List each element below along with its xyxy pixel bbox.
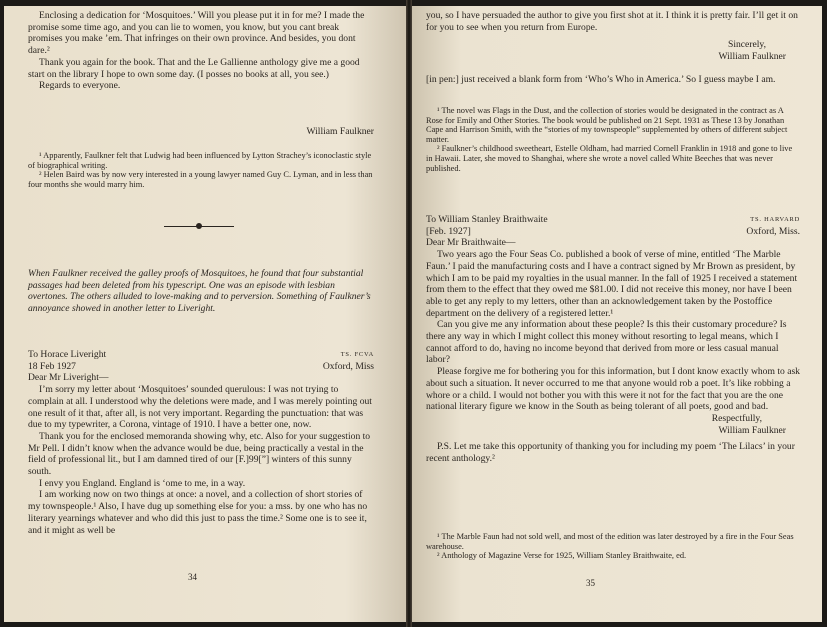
paragraph: Please forgive me for bothering you for this information, but I dont know exactly whom to ask about such a situation. It never occurred to me that anyone would rob a poet. It’s like robbing a whore or a child. I would not bother you with this were it not for the fact that you are the one national literary figure we know in the South as being tolerant of all poets, good and bad. — [426, 366, 800, 413]
signature: William Faulkner — [718, 50, 786, 62]
closing: Sincerely, — [727, 39, 766, 50]
signature: William Faulkner — [718, 424, 786, 436]
letter-to-liveright — [28, 349, 374, 536]
paragraph: I envy you England. England is ‘ome to me, in a way. — [39, 477, 246, 489]
paragraph: Two years ago the Four Seas Co. published a book of verse of mine, entitled ‘The Marble Faun.’ I paid the manufacturing costs and I have a contract signed by Mr Brown as president, by which I am to be paid my royalties in the usual manner. In the fall of 1925 I received a statement from them to the effect that they owed me $81.00. I did not receive this money, nor have I been able to get any reply to my letters, other than an acknowledgement taken by the Postoffice department on the delivery of a registered letter.¹ — [426, 249, 798, 319]
paragraph: Can you give me any information about these people? Is this their customary procedure? Is there any way in which I might collect this money without resorting to legal means, which I cannot afford to do, having no income beyond that derived from more or less casual manual labor? — [426, 319, 787, 366]
footnotes — [426, 106, 800, 173]
salutation: Dear Mr Braithwaite— — [426, 237, 516, 249]
footnote: ¹ The novel was Flags in the Dust, and the collection of stories would be designated in the contract as A Rose for Emily and Other Stories. The book would be published on 21 Sept. 1931 as These 13 by Jonathan Cape and Harrison Smith, with the “stories of my townspeople” supplemented by others of different subject matter. — [426, 106, 788, 144]
closing: Respectfully, — [711, 412, 762, 424]
signature: William Faulkner — [306, 126, 374, 137]
letter-date: 18 Feb 1927 — [28, 360, 76, 372]
footnote: ¹ The Marble Faun had not sold well, and most of the edition was later destroyed by a fire in the Four Seas warehouse. — [426, 532, 794, 551]
letter-continuation: you, so I have persuaded the author to give you first shot at it. I think it is pretty fair. I’ll get it on for you to see when you return from Europe. — [426, 10, 798, 33]
letter-source: TS. HARVARD — [750, 216, 800, 223]
footnote: ² Faulkner’s childhood sweetheart, Estelle Oldham, had married Cornell Franklin in 1918 and gone to live in Hawaii. Later, she moved to Shanghai, where she wrote a novel called White Beeches that was never published. — [426, 144, 793, 173]
letter-recipient: To William Stanley Braithwaite — [426, 214, 548, 225]
letter-place: Oxford, Miss — [322, 360, 374, 372]
paragraph: Enclosing a dedication for ‘Mosquitoes.’ Will you please put it in for me? I made the promise some time ago, and you can lie to women, you know, but you cant break promises you make ’em. That infringes on their own province. And besides, you dont dare.² — [28, 10, 365, 57]
bottom-footnotes — [426, 532, 800, 561]
left-page — [4, 6, 406, 622]
paragraph: Thank you again for the book. That and the Le Gallienne anthology give me a good start on the library I hope to own some day. (I posses no books at all, you see.) — [28, 56, 360, 80]
letter-date: [Feb. 1927] — [426, 225, 471, 237]
footnotes — [28, 151, 374, 189]
editorial-note: When Faulkner received the galley proofs of Mosquitoes, he found that four substantial passages had been deleted from his typescript. One was an episode with lesbian overtones. The others alluded to love-making and to perversion. Something of Faulkner’s annoyance showed in another letter to Liveright. — [28, 268, 371, 315]
salutation: Dear Mr Liveright— — [28, 372, 109, 384]
paragraph: Thank you for the enclosed memoranda showing why, etc. Also for your suggestion to Mr Pell. I didn’t know when the advance would be due, being practically a vestal in the field of professional lit., but I am damned tired of our [F.]99[”] winters of this sunny south. — [28, 430, 371, 478]
page-number: 34 — [188, 572, 197, 582]
top-letter-body — [28, 10, 374, 92]
postscript: [in pen:] just received a blank form from ‘Who’s Who in America.’ So I guess maybe I am. — [426, 74, 776, 85]
paragraph: Regards to everyone. — [39, 80, 121, 92]
page-number: 35 — [586, 578, 595, 588]
signature-block — [426, 39, 800, 62]
paragraph: I’m sorry my letter about ‘Mosquitoes’ sounded querulous: I was not trying to complain at all. I understood why the deletions were made, and I was merely pointing out one result of it that, after all, is not very important. Regarding the punctuation: that was due to my typewriter, a Corona, vintage of 1910. I have a better one, now. — [28, 384, 372, 431]
right-page — [412, 6, 822, 622]
letter-source: TS. FCVA — [340, 351, 374, 358]
letter-place: Oxford, Miss. — [746, 225, 800, 237]
postscript: P.S. Let me take this opportunity of thanking you for including my poem ‘The Lilacs’ in your recent anthology.² — [426, 441, 795, 465]
footnote: ² Helen Baird was by now very interested in a young lawyer named Guy C. Lyman, and in less than four months she would marry him. — [28, 170, 373, 189]
paragraph: I am working now on two things at once: a novel, and a collection of short stories of my townspeople.¹ Also, I have dug up something else for you: a mss. by one who has no literary yearnings whatever and who did this just to pass the time.² Some one is to see it, and it might as well be — [28, 489, 368, 536]
letter-to-braithwaite — [426, 214, 800, 465]
section-divider-ornament — [164, 222, 234, 230]
letter-recipient: To Horace Liveright — [28, 349, 107, 360]
footnote: ¹ Apparently, Faulkner felt that Ludwig had been influenced by Lytton Strachey’s iconoclastic style of biographical writing. — [28, 151, 372, 170]
footnote: ² Anthology of Magazine Verse for 1925, William Stanley Braithwaite, ed. — [437, 551, 687, 561]
